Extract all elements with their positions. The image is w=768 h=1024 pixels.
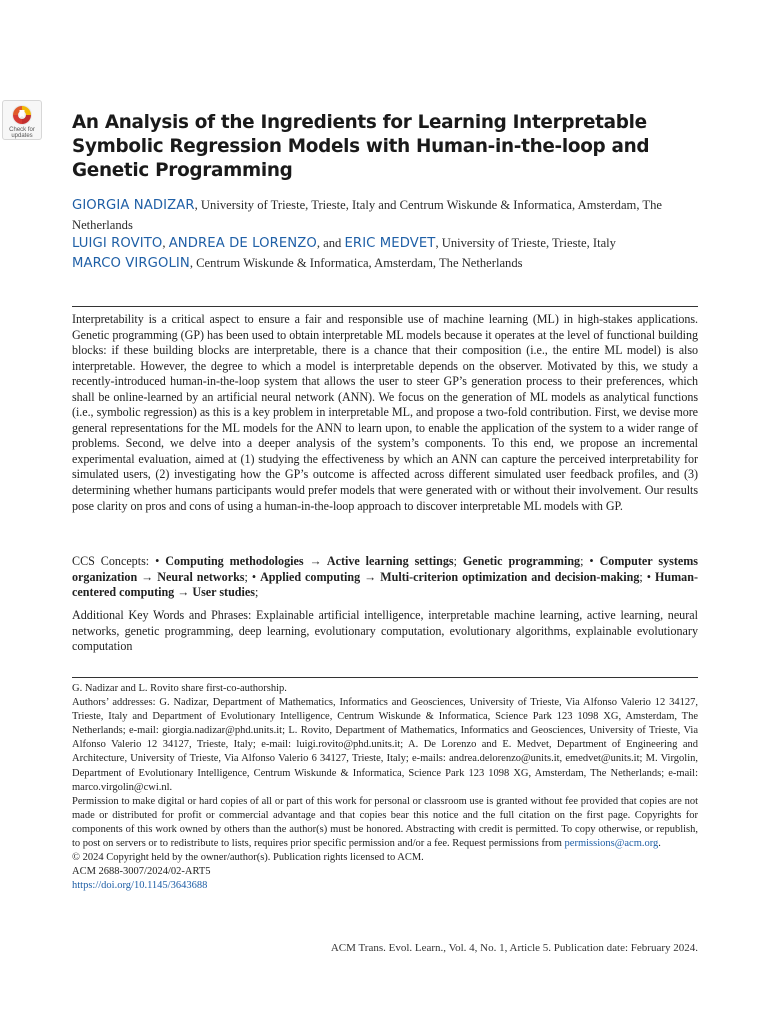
footnote-permission: Permission to make digital or hard copies of all or part of this work for personal or classroom use is granted without fee provided that copies are not made or distributed for profit or commercial advantage and that copies bear this notice and the full citation on the first page. Copyrights for components of this work owned by others than the author(s) must be honored. Abstracting with credit is permitted. To copy otherwise, or republish, to post on servers or to redistribute to lists, requires prior specific permission and/or a fee. Request permissions from permissions@acm.org. xyxy=(72,795,698,850)
ccs-term: Applied computing → Multi-criterion optimization and decision-making xyxy=(260,569,640,584)
author-separator: , and xyxy=(316,236,345,250)
doi-link[interactable]: https://doi.org/10.1145/3643688 xyxy=(72,880,208,892)
ccs-concepts: CCS Concepts: • Computing methodologies → Active learning settings; Genetic programming; • Computer systems organization → Neural networks; • Applied computing → Multi-criterion optimization and decision-making; • Human-centered computing → User studies; xyxy=(72,554,698,599)
permissions-email-link[interactable]: permissions@acm.org xyxy=(564,838,659,850)
author-name[interactable]: GIORGIA NADIZAR xyxy=(72,198,195,213)
footnote-addresses: Authors’ addresses: G. Nadizar, Department of Mathematics, Informatics and Geosciences, University of Trieste, Via Alfonso Valerio 12 34127, Trieste, Italy and Department of Evolutionary Intelligence, Centrum Wiskunde & Informatica, Science Park 123 1098 XG, Amsterdam, The Netherlands; e-mail: giorgia.nadizar@phd.units.it; L. Rovito, Department of Mathematics, Informatics and Geosciences, University of Trieste, Via Alfonso Valerio 12 34127, Trieste, Italy; e-mail: luigi.rovito@phd.units.it; A. De Lorenzo and E. Medvet, Department of Engineering and Architecture, University of Trieste, Via Alfonso Valerio 6 34127, Trieste, Italy; e-mails: andrea.delorenzo@units.it, emedvet@units.it; M. Virgolin, Department of Evolutionary Intelligence, Centrum Wiskunde & Informatica, Science Park 123 1098 XG, Amsterdam, The Netherlands; e-mail: marco.virgolin@cwi.nl. xyxy=(72,697,698,793)
footnote-divider xyxy=(72,677,698,678)
author-line-3 xyxy=(72,254,698,274)
check-for-updates-badge[interactable] xyxy=(2,100,42,140)
author-affiliation: , University of Trieste, Trieste, Italy and Centrum Wiskunde & Informatica, Amsterdam, The Netherlands xyxy=(72,198,663,232)
author-line-2 xyxy=(72,234,698,254)
abstract: Interpretability is a critical aspect to ensure a fair and responsible use of machine learning (ML) in high-stakes applications. Genetic programming (GP) has been used to obtain interpretable ML models because it operates at the level of functional building blocks: if these building blocks are interpretable, there is a chance that their composition (i.e., the entire ML model) is also interpretable. However, the degree to which a model is interpretable depends on the observer. Motivated by this, we study a recently-introduced human-in-the-loop system that allows the user to steer GP’s generation process to their preferences, which shall be online-learned by an artificial neural network (ANN). We focus on the generation of ML models as analytical functions (i.e., symbolic regression) as this is a key problem in interpretable ML, and propose a two-fold contribution. First, we devise more general representations for the ML models for the ANN to learn upon, to enable the application of the system to a wider range of problems. Second, we delve into a deeper analysis of the system’s components. To this end, we propose an incremental experimental evaluation, aimed at (1) studying the effectiveness by which an ANN can capture the perceived interpretability for simulated users, (2) investigating how the GP’s outcome is affected across different simulated user feedback profiles, and (3) determining whether humans participants would prefer models that were generated with or without their involvement. Our results pose clarity on pros and cons of using a human-in-the-loop approach to discover interpretable ML models with GP. xyxy=(72,312,698,513)
author-name[interactable]: ERIC MEDVET xyxy=(344,236,436,251)
footnotes xyxy=(72,682,698,893)
author-affiliation: , University of Trieste, Trieste, Italy xyxy=(435,236,616,250)
check-for-updates-label: Check for updates xyxy=(9,127,35,139)
check-for-updates-icon xyxy=(11,104,33,126)
author-separator: , xyxy=(162,236,169,250)
author-affiliation: , Centrum Wiskunde & Informatica, Amsterdam, The Netherlands xyxy=(189,255,523,270)
footnote-article-id: ACM 2688-3007/2024/02-ART5 xyxy=(72,866,211,878)
author-name[interactable]: LUIGI ROVITO xyxy=(72,236,163,251)
keywords: Additional Key Words and Phrases: Explainable artificial intelligence, interpretable machine learning, active learning, neural networks, genetic programming, deep learning, evolutionary computation, evolutionary algorithms, explainable evolutionary computation xyxy=(72,608,698,653)
author-block xyxy=(72,196,698,273)
author-name[interactable]: ANDREA DE LORENZO xyxy=(168,236,317,251)
author-line-1 xyxy=(72,196,698,234)
footnote-cofirst: G. Nadizar and L. Rovito share first-co-authorship. xyxy=(72,683,287,694)
paper-title: An Analysis of the Ingredients for Learning Interpretable Symbolic Regression Models with Human-in-the-loop and Genetic Programming xyxy=(72,112,650,181)
ccs-term: Human-centered computing → User studies xyxy=(72,569,698,599)
author-name[interactable]: MARCO VIRGOLIN xyxy=(72,255,190,271)
ccs-term: Genetic programming xyxy=(462,554,581,568)
ccs-term: Computer systems organization → Neural networks xyxy=(72,554,698,584)
page-footer: ACM Trans. Evol. Learn., Vol. 4, No. 1, Article 5. Publication date: February 2024. xyxy=(330,942,698,954)
footnote-copyright: © 2024 Copyright held by the owner/author(s). Publication rights licensed to ACM. xyxy=(72,852,424,864)
ccs-term: Computing methodologies → Active learning settings xyxy=(165,554,454,568)
divider xyxy=(72,306,698,307)
